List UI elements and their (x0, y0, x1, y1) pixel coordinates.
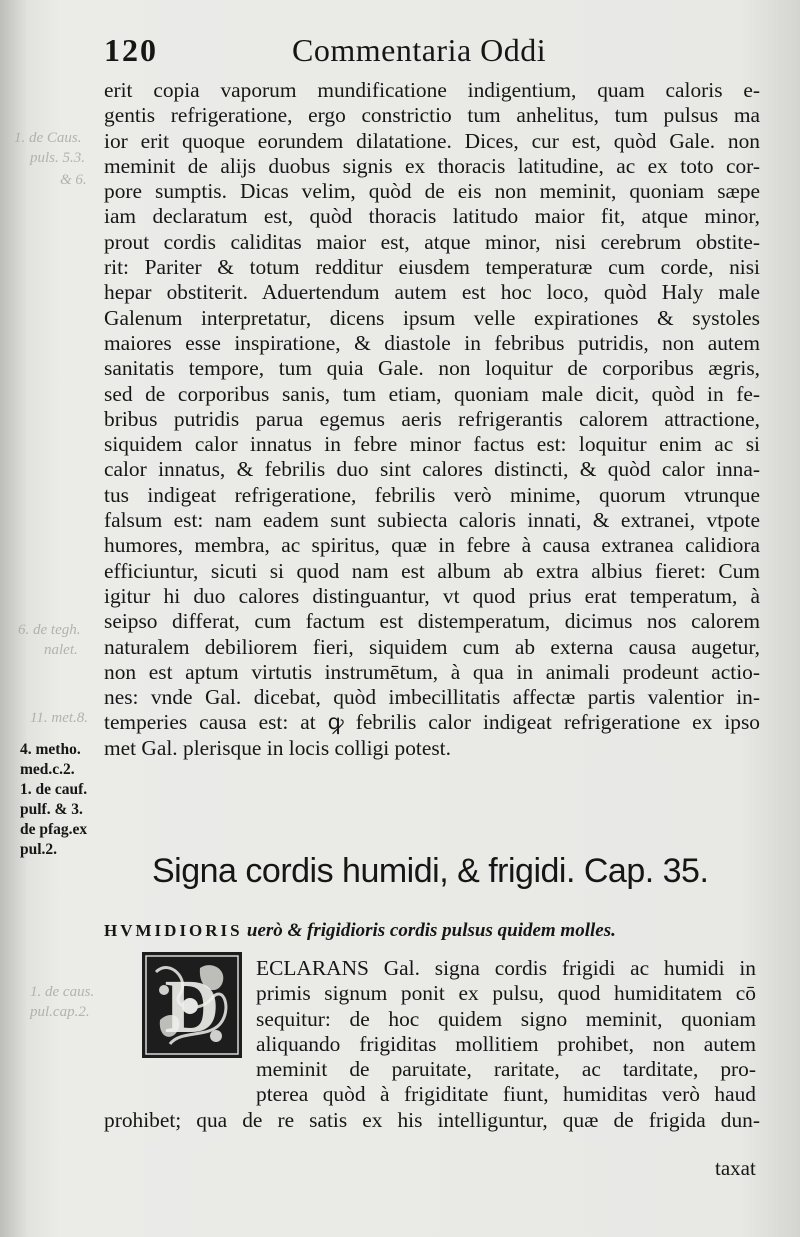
text-line: naturalem debiliorem fieri, siquidem cum ab externa causa augetur, (104, 634, 760, 659)
decorated-initial (140, 950, 244, 1060)
margin-note: 4. metho. (20, 741, 81, 758)
text-line: iam declaratum est, quòd thoracis latitudo maior fit, atque minor, (104, 204, 760, 229)
running-title: Commentaria Oddi (292, 32, 547, 68)
bleed-through-note: puls. 5.3. (30, 150, 86, 166)
page-number: 120 (104, 32, 158, 68)
text-line: ECLARANS Gal. signa cordis frigidi ac humidi in (256, 956, 756, 980)
bleed-through-note: & 6. (60, 172, 87, 188)
text-line: temperies causa est: at ꝙ febrilis calor indigeat refrigeratione ex ipso (104, 710, 760, 735)
chapter-paragraph (256, 956, 756, 1108)
lemma-line (104, 920, 764, 942)
running-header (104, 32, 764, 72)
text-line: calor innatus, & febrilis duo sint calores distincti, & quòd calor inna- (104, 457, 760, 482)
bleed-through-note: nalet. (44, 642, 78, 658)
margin-note: pul.2. (20, 841, 58, 858)
text-line: gentis refrigeratione, ergo constrictio tum anhelitus, tum pulsus ma (104, 103, 760, 128)
text-line: sequitur: de hoc quidem signo meminit, quoniam (256, 1006, 756, 1031)
text-line: prout cordis caliditas maior est, atque minor, nisi cerebrum obstite- (104, 229, 760, 254)
text-line: maiores esse inspiratione, & diastole in febribus putridis, non autem (104, 330, 760, 355)
marginal-references (20, 740, 106, 860)
text-line: bribus putridis parua egemus aeris refrigerantis calorem attractione, (104, 406, 760, 431)
text-line: erit copia vaporum mundificatione indigentium, quam caloris e- (104, 78, 760, 102)
text-line: tus indigeat refrigeratione, febrilis verò minime, quorum vtrunque (104, 482, 760, 507)
bleed-through-note: pul.cap.2. (30, 1004, 90, 1020)
text-line: Galenum interpretatur, dicens ipsum velle expirationes & systoles (104, 305, 760, 330)
text-line: siquidem calor innatus in febre minor factus est: loquitur enim ac si (104, 432, 760, 457)
ornamental-initial-icon (140, 950, 244, 1060)
margin-note: pulf. & 3. (20, 801, 83, 818)
initial-letter: D (164, 965, 220, 1049)
text-line: efficiuntur, sicuti si quod nam est album ab extra albius fieret: Cum (104, 558, 760, 583)
text-line: falsum est: nam eadem sunt subiecta caloris innati, & extranei, vtpote (104, 508, 760, 533)
lemma-italic: uerò & frigidioris cordis pulsus quidem molles. (246, 920, 616, 941)
chapter-paragraph-continued (104, 1108, 760, 1133)
text-line: sed de corporibus sanis, tum etiam, quoniam male dicit, quòd in fe- (104, 381, 760, 406)
text-line: nes: vnde Gal. dicebat, quòd imbecillitatis affectæ partis valentior in- (104, 685, 760, 710)
text-line: ior erit quoque eorundem dilatatione. Dices, cur est, quòd Gale. non (104, 128, 760, 153)
margin-note: 1. de cauf. (20, 781, 88, 798)
bleed-through-note: 11. met.8. (30, 710, 89, 726)
text-line: hepar obstiterit. Aduertendum autem est hoc loco, quòd Haly male (104, 280, 760, 305)
lemma-caps: HVMIDIORIS (104, 921, 243, 940)
catchword: taxat (715, 1156, 756, 1180)
text-line: seipso differat, cum factum est distemperatum, dicimus nos calorem (104, 609, 760, 634)
text-line: pore sumptis. Dicas velim, quòd de eis non meminit, quoniam sæpe (104, 179, 760, 204)
bleed-through-note: 1. de Caus. (14, 130, 82, 146)
text-line: rit: Pariter & totum redditur eiusdem temperaturæ cum corde, nisi (104, 255, 760, 280)
chapter-heading: Signa cordis humidi, & frigidi. Cap. 35. (152, 852, 709, 890)
text-line: aliquando frigiditas mollitiem prohibet, non autem (256, 1031, 756, 1056)
text-line: non est aptum virtutis instrumētum, à qua in animali prodeunt actio- (104, 659, 760, 684)
main-text-block (104, 78, 760, 761)
text-line: igitur hi duo calores distinguantur, vt quod prius erat temperatum, à (104, 583, 760, 608)
bleed-through-note: 6. de tegh. (18, 622, 81, 638)
bleed-through-note: 1. de caus. (30, 984, 95, 1000)
text-line: met Gal. plerisque in locis colligi potest. (104, 735, 451, 760)
text-line: meminit de paruitate, raritate, ac tarditate, pro- (256, 1057, 756, 1082)
text-line: sanitatis tempore, tum quia Gale. non loquitur de corporibus ægris, (104, 356, 760, 381)
text-line: humores, membra, ac spiritus, quæ in febre à causa extranea calidiora (104, 533, 760, 558)
text-line: primis signum ponit ex pulsu, quod humiditatem cō (256, 981, 756, 1006)
margin-note: med.c.2. (20, 761, 75, 778)
text-line: pterea quòd à frigiditate fiunt, humiditas verò haud (256, 1082, 756, 1107)
margin-note: de pfag.ex (20, 821, 88, 838)
text-line: meminit de alijs duobus signis ex thoracis latitudine, ac ex toto cor- (104, 153, 760, 178)
text-line: prohibet; qua de re satis ex his intelliguntur, quæ de frigida dun- (104, 1108, 760, 1132)
